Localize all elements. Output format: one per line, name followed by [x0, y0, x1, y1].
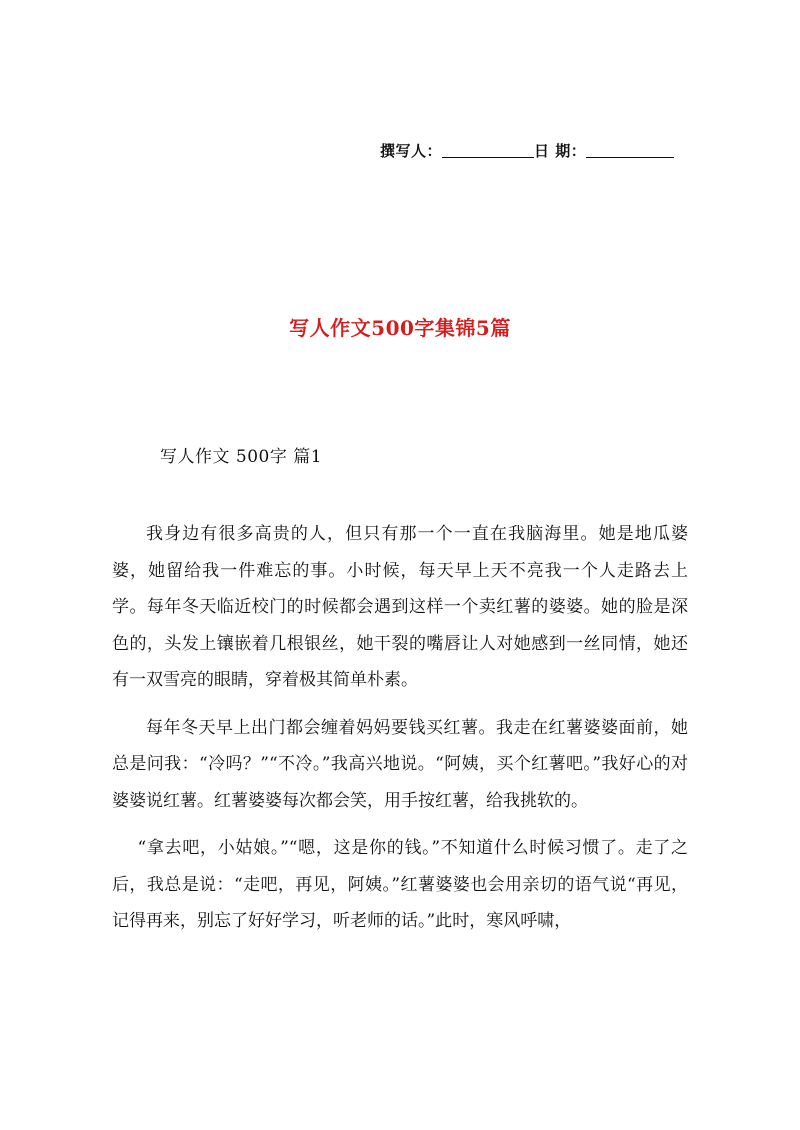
body-text [112, 516, 688, 951]
author-label: 撰写人： [380, 142, 443, 160]
paragraph-1: 我身边有很多高贵的人，但只有那一个一直在我脑海里。她是地瓜婆婆，她留给我一件难忘的事。小时候，每天早上天不亮我一个人走路去上学。每年冬天临近校门的时候都会遇到这样一个卖红薯的婆婆。她的脸是深色的，头发上镶嵌着几根银丝，她干裂的嘴唇让人对她感到一丝同情，她还有一双雪亮的眼睛，穿着极其简单朴素。 [112, 524, 688, 690]
section-heading: 写人作文 500字 篇1 [160, 447, 323, 467]
paragraph-2: 每年冬天早上出门都会缠着妈妈要钱买红薯。我走在红薯婆婆面前，她总是问我：“冷吗？”“不冷。”我高兴地说。“阿姨，买个红薯吧。”我好心的对婆婆说红薯。红薯婆婆每次都会笑，用手按红薯，给我挑软的。 [112, 717, 688, 811]
paragraph-3: “拿去吧，小姑娘。”“嗯，这是你的钱。”不知道什么时候习惯了。走了之后，我总是说：“走吧，再见，阿姨。”红薯婆婆也会用亲切的语气说“再见，记得再来，别忘了好好学习，听老师的话。”此时，寒风呼啸， [112, 838, 688, 931]
document-title: 写人作文500字集锦5篇 [289, 316, 511, 340]
date-blank-field [586, 143, 674, 158]
author-blank-field [442, 143, 534, 158]
date-label: 日 期： [534, 142, 587, 160]
author-date-line [380, 140, 700, 161]
